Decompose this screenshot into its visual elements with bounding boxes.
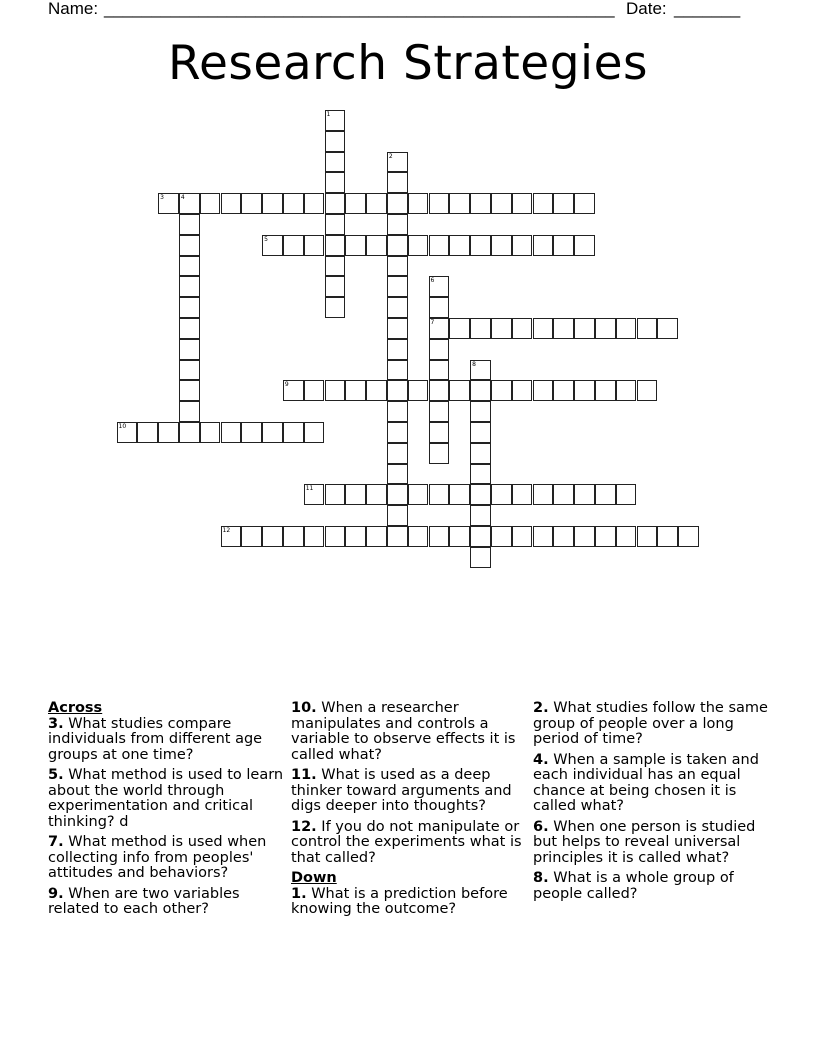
crossword-cell[interactable] <box>533 380 554 401</box>
cell-number: 9 <box>284 381 289 389</box>
crossword-cell[interactable] <box>366 380 387 401</box>
clue-number: 11. <box>291 767 317 783</box>
across-clue-7 <box>48 835 284 882</box>
crossword-cell[interactable] <box>449 193 470 214</box>
crossword-cell[interactable] <box>533 484 554 505</box>
crossword-cell[interactable] <box>387 297 408 318</box>
crossword-cell[interactable] <box>637 318 658 339</box>
clue-number: 10. <box>291 700 317 716</box>
crossword-cell[interactable] <box>616 526 637 547</box>
crossword-cell[interactable] <box>491 193 512 214</box>
crossword-cell[interactable] <box>387 152 408 173</box>
crossword-cell[interactable] <box>387 193 408 214</box>
clues-column-3 <box>533 701 769 907</box>
clues-column-1 <box>48 701 284 923</box>
clue-number: 3. <box>48 715 64 732</box>
clue-number: 8. <box>533 870 549 886</box>
crossword-cell[interactable] <box>470 401 491 422</box>
crossword-cell[interactable] <box>179 380 200 401</box>
crossword-cell[interactable] <box>595 380 616 401</box>
crossword-cell[interactable] <box>616 380 637 401</box>
across-heading: Across <box>48 700 103 716</box>
crossword-cell[interactable] <box>387 443 408 464</box>
crossword-cell[interactable] <box>387 256 408 277</box>
crossword-cell[interactable] <box>616 484 637 505</box>
cell-number: 4 <box>180 194 185 202</box>
clue-number: 7. <box>48 834 64 850</box>
page-title: Research Strategies <box>167 36 649 91</box>
crossword-cell[interactable] <box>574 193 595 214</box>
crossword-cell[interactable] <box>345 235 366 256</box>
clue-text: What studies follow the same group of people over a long period of time? <box>533 700 768 747</box>
crossword-cell[interactable] <box>574 318 595 339</box>
crossword-cell[interactable] <box>262 422 283 443</box>
crossword-cell[interactable] <box>595 484 616 505</box>
date-field[interactable]: _______ <box>674 0 741 18</box>
crossword-cell[interactable] <box>241 422 262 443</box>
crossword-cell[interactable] <box>387 401 408 422</box>
clue-number: 4. <box>533 751 549 768</box>
crossword-cell[interactable] <box>387 214 408 235</box>
crossword-cell[interactable] <box>574 235 595 256</box>
crossword-cell[interactable] <box>574 484 595 505</box>
across-clue-10 <box>291 701 527 763</box>
clue-text: When are two variables related to each other? <box>48 885 240 917</box>
crossword-cell[interactable] <box>408 193 429 214</box>
clue-number: 2. <box>533 700 549 716</box>
crossword-cell[interactable] <box>325 110 346 131</box>
crossword-cell[interactable] <box>387 526 408 547</box>
crossword-cell[interactable] <box>429 318 450 339</box>
crossword-cell[interactable] <box>553 193 574 214</box>
crossword-cell[interactable] <box>283 526 304 547</box>
crossword-cell[interactable] <box>179 297 200 318</box>
across-clue-9 <box>48 887 284 918</box>
clue-number: 12. <box>291 818 317 835</box>
crossword-cell[interactable] <box>158 193 179 214</box>
crossword-cell[interactable] <box>221 422 242 443</box>
crossword-cell[interactable] <box>304 235 325 256</box>
crossword-cell[interactable] <box>387 339 408 360</box>
crossword-cell[interactable] <box>283 193 304 214</box>
crossword-cell[interactable] <box>470 505 491 526</box>
clues-column-2 <box>291 701 527 923</box>
crossword-cell[interactable] <box>574 380 595 401</box>
crossword-cell[interactable] <box>345 484 366 505</box>
crossword-cell[interactable] <box>304 422 325 443</box>
crossword-cell[interactable] <box>533 235 554 256</box>
crossword-cell[interactable] <box>179 401 200 422</box>
crossword-cell[interactable] <box>241 526 262 547</box>
across-clue-11 <box>291 768 527 815</box>
crossword-cell[interactable] <box>470 235 491 256</box>
crossword-cell[interactable] <box>512 235 533 256</box>
clue-text: What studies compare individuals from different age groups at one time? <box>48 715 263 763</box>
crossword-cell[interactable] <box>179 235 200 256</box>
crossword-cell[interactable] <box>179 318 200 339</box>
crossword-cell[interactable] <box>429 401 450 422</box>
crossword-cell[interactable] <box>429 276 450 297</box>
crossword-cell[interactable] <box>491 380 512 401</box>
crossword-cell[interactable] <box>117 422 138 443</box>
down-clue-1 <box>291 887 527 918</box>
crossword-cell[interactable] <box>262 526 283 547</box>
across-clue-5 <box>48 768 284 830</box>
crossword-cell[interactable] <box>449 526 470 547</box>
crossword-cell[interactable] <box>345 526 366 547</box>
crossword-cell[interactable] <box>158 422 179 443</box>
crossword-cell[interactable] <box>200 422 221 443</box>
crossword-cell[interactable] <box>387 422 408 443</box>
crossword-cell[interactable] <box>366 526 387 547</box>
crossword-cell[interactable] <box>429 339 450 360</box>
clue-text: What is a prediction before knowing the outcome? <box>291 885 508 917</box>
cell-number: 5 <box>264 235 268 243</box>
crossword-cell[interactable] <box>512 193 533 214</box>
crossword-cell[interactable] <box>429 235 450 256</box>
crossword-cell[interactable] <box>387 360 408 381</box>
crossword-cell[interactable] <box>325 193 346 214</box>
crossword-cell[interactable] <box>221 526 242 547</box>
crossword-cell[interactable] <box>429 526 450 547</box>
crossword-cell[interactable] <box>325 214 346 235</box>
crossword-cell[interactable] <box>470 193 491 214</box>
clue-text: What method is used when collecting info from peoples' attitudes and behaviors? <box>48 834 267 881</box>
crossword-cell[interactable] <box>449 318 470 339</box>
crossword-cell[interactable] <box>429 297 450 318</box>
crossword-cell[interactable] <box>533 193 554 214</box>
crossword-cell[interactable] <box>616 318 637 339</box>
crossword-cell[interactable] <box>657 526 678 547</box>
crossword-cell[interactable] <box>366 484 387 505</box>
crossword-cell[interactable] <box>449 235 470 256</box>
crossword-cell[interactable] <box>553 235 574 256</box>
crossword-cell[interactable] <box>387 235 408 256</box>
crossword-cell[interactable] <box>533 526 554 547</box>
crossword-cell[interactable] <box>325 297 346 318</box>
crossword-cell[interactable] <box>470 318 491 339</box>
crossword-cell[interactable] <box>470 443 491 464</box>
clue-number: 6. <box>533 818 549 835</box>
crossword-cell[interactable] <box>179 360 200 381</box>
crossword-cell[interactable] <box>304 380 325 401</box>
crossword-cell[interactable] <box>429 484 450 505</box>
crossword-cell[interactable] <box>553 526 574 547</box>
name-field[interactable]: ______________________________________________________ <box>104 0 615 18</box>
crossword-cell[interactable] <box>470 464 491 485</box>
crossword-cell[interactable] <box>304 526 325 547</box>
crossword-cell[interactable] <box>429 360 450 381</box>
down-clue-6 <box>533 820 769 867</box>
crossword-cell[interactable] <box>325 380 346 401</box>
crossword-cell[interactable] <box>408 235 429 256</box>
crossword-cell[interactable] <box>408 526 429 547</box>
crossword-cell[interactable] <box>345 193 366 214</box>
clue-text: When one person is studied but helps to reveal universal principles it is called what? <box>533 818 756 866</box>
crossword-cell[interactable] <box>387 464 408 485</box>
down-clue-4 <box>533 753 769 815</box>
crossword-cell[interactable] <box>179 193 200 214</box>
crossword-cell[interactable] <box>533 318 554 339</box>
crossword-cell[interactable] <box>429 193 450 214</box>
crossword-cell[interactable] <box>262 235 283 256</box>
crossword-cell[interactable] <box>595 318 616 339</box>
crossword-cell[interactable] <box>325 235 346 256</box>
crossword-cell[interactable] <box>325 131 346 152</box>
crossword-cell[interactable] <box>325 484 346 505</box>
cell-number: 2 <box>388 152 393 160</box>
crossword-cell[interactable] <box>449 484 470 505</box>
crossword-cell[interactable] <box>574 526 595 547</box>
crossword-cell[interactable] <box>283 235 304 256</box>
crossword-cell[interactable] <box>637 526 658 547</box>
clue-text: What is a whole group of people called? <box>533 870 734 902</box>
down-clue-8 <box>533 871 769 902</box>
crossword-cell[interactable] <box>387 172 408 193</box>
crossword-cell[interactable] <box>325 172 346 193</box>
crossword-cell[interactable] <box>345 380 366 401</box>
crossword-cell[interactable] <box>491 526 512 547</box>
crossword-cell[interactable] <box>387 318 408 339</box>
clue-text: What is used as a deep thinker toward arguments and digs deeper into thoughts? <box>291 767 512 814</box>
crossword-cell[interactable] <box>325 526 346 547</box>
down-heading: Down <box>291 870 337 886</box>
crossword-cell[interactable] <box>678 526 699 547</box>
crossword-cell[interactable] <box>179 339 200 360</box>
date-label: Date: <box>626 0 667 18</box>
cell-number: 6 <box>430 277 435 285</box>
crossword-cell[interactable] <box>366 193 387 214</box>
cell-number: 8 <box>472 360 476 368</box>
crossword-cell[interactable] <box>429 422 450 443</box>
crossword-cell[interactable] <box>512 318 533 339</box>
crossword-cell[interactable] <box>283 380 304 401</box>
crossword-cell[interactable] <box>553 380 574 401</box>
clue-number: 5. <box>48 767 64 783</box>
crossword-cell[interactable] <box>179 256 200 277</box>
crossword-cell[interactable] <box>221 193 242 214</box>
crossword-cell[interactable] <box>325 152 346 173</box>
crossword-cell[interactable] <box>387 484 408 505</box>
clue-number: 1. <box>291 885 307 902</box>
crossword-cell[interactable] <box>304 484 325 505</box>
cell-number: 12 <box>222 527 231 534</box>
crossword-cell[interactable] <box>283 422 304 443</box>
crossword-cell[interactable] <box>262 193 283 214</box>
crossword-cell[interactable] <box>512 484 533 505</box>
down-clue-2 <box>533 701 769 748</box>
crossword-cell[interactable] <box>179 422 200 443</box>
cell-number: 10 <box>118 423 127 430</box>
name-label: Name: <box>48 0 99 18</box>
crossword-cell[interactable] <box>657 318 678 339</box>
clue-number: 9. <box>48 885 64 902</box>
crossword-cell[interactable] <box>408 380 429 401</box>
crossword-cell[interactable] <box>387 380 408 401</box>
crossword-cell[interactable] <box>470 360 491 381</box>
crossword-cell[interactable] <box>470 484 491 505</box>
across-clue-3 <box>48 717 284 764</box>
crossword-cell[interactable] <box>429 443 450 464</box>
crossword-cell[interactable] <box>595 526 616 547</box>
crossword-cell[interactable] <box>637 380 658 401</box>
crossword-cell[interactable] <box>553 318 574 339</box>
crossword-cell[interactable] <box>366 235 387 256</box>
cell-number: 11 <box>305 485 314 493</box>
cell-number: 7 <box>430 319 435 326</box>
crossword-cell[interactable] <box>241 193 262 214</box>
crossword-cell[interactable] <box>325 256 346 277</box>
crossword-cell[interactable] <box>470 380 491 401</box>
crossword-cell[interactable] <box>491 484 512 505</box>
clue-text: When a sample is taken and each individual has an equal chance at being chosen it is called what? <box>533 751 759 814</box>
crossword-cell[interactable] <box>137 422 158 443</box>
crossword-cell[interactable] <box>470 526 491 547</box>
crossword-cell[interactable] <box>429 380 450 401</box>
crossword-cell[interactable] <box>408 484 429 505</box>
clue-text: What method is used to learn about the world through experimentation and critical thinking? d <box>48 767 284 830</box>
crossword-cell[interactable] <box>512 526 533 547</box>
crossword-cell[interactable] <box>200 193 221 214</box>
crossword-cell[interactable] <box>512 380 533 401</box>
crossword-cell[interactable] <box>325 276 346 297</box>
clue-text: If you do not manipulate or control the experiments what is that called? <box>291 818 522 866</box>
crossword-cell[interactable] <box>491 235 512 256</box>
cell-number: 3 <box>160 194 164 202</box>
crossword-cell[interactable] <box>387 505 408 526</box>
crossword-cell[interactable] <box>470 547 491 568</box>
crossword-cell[interactable] <box>491 318 512 339</box>
crossword-cell[interactable] <box>179 276 200 297</box>
crossword-cell[interactable] <box>387 276 408 297</box>
cell-number: 1 <box>326 111 331 118</box>
crossword-cell[interactable] <box>470 422 491 443</box>
across-clue-12 <box>291 820 527 867</box>
clue-text: When a researcher manipulates and controls a variable to observe effects it is called what? <box>291 700 516 763</box>
crossword-cell[interactable] <box>179 214 200 235</box>
crossword-cell[interactable] <box>304 193 325 214</box>
crossword-cell[interactable] <box>449 380 470 401</box>
crossword-cell[interactable] <box>553 484 574 505</box>
